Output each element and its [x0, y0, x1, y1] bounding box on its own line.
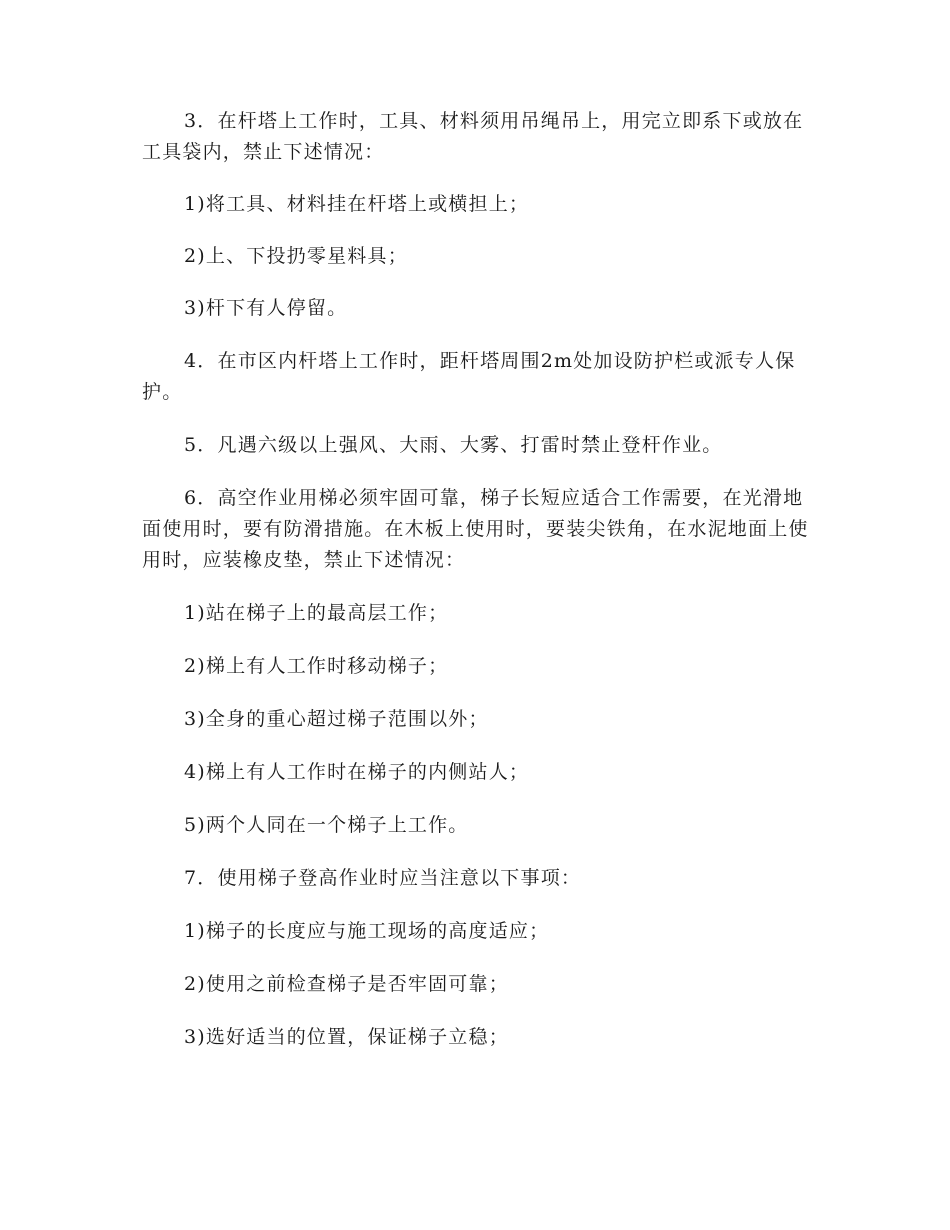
sub-item-6-5: 5)两个人同在一个梯子上工作。 — [184, 814, 469, 836]
paragraph-item-7: 7．使用梯子登高作业时应当注意以下事项： — [184, 867, 582, 889]
sub-item-7-2: 2)使用之前检查梯子是否牢固可靠； — [184, 973, 509, 995]
sub-item-6-4: 4)梯上有人工作时在梯子的内侧站人； — [184, 761, 530, 783]
sub-item-6-3: 3)全身的重心超过梯子范围以外； — [184, 708, 489, 730]
paragraph-item-5: 5．凡遇六级以上强风、大雨、大雾、打雷时禁止登杆作业。 — [184, 434, 723, 456]
sub-item-6-1: 1)站在梯子上的最高层工作； — [184, 602, 449, 624]
sub-item-7-3: 3)选好适当的位置，保证梯子立稳； — [184, 1026, 509, 1048]
document-body — [142, 106, 812, 1053]
sub-item-3-1: 1)将工具、材料挂在杆塔上或横担上； — [184, 193, 530, 215]
paragraph-item-3: 3．在杆塔上工作时，工具、材料须用吊绳吊上，用完立即系下或放在工具袋内，禁止下述情况： — [142, 110, 804, 163]
sub-item-7-1: 1)梯子的长度应与施工现场的高度适应； — [184, 920, 550, 942]
sub-item-3-2: 2)上、下投扔零星料具； — [184, 245, 408, 267]
sub-item-6-2: 2)梯上有人工作时移动梯子； — [184, 655, 449, 677]
paragraph-item-4: 4．在市区内杆塔上工作时，距杆塔周围2m处加设防护栏或派专人保护。 — [142, 350, 796, 403]
sub-item-3-3: 3)杆下有人停留。 — [184, 297, 348, 319]
paragraph-item-6: 6．高空作业用梯必须牢固可靠，梯子长短应适合工作需要，在光滑地面使用时，要有防滑措施。在木板上使用时，要装尖铁角，在水泥地面上使用时，应装橡皮垫，禁止下述情况： — [142, 487, 809, 571]
